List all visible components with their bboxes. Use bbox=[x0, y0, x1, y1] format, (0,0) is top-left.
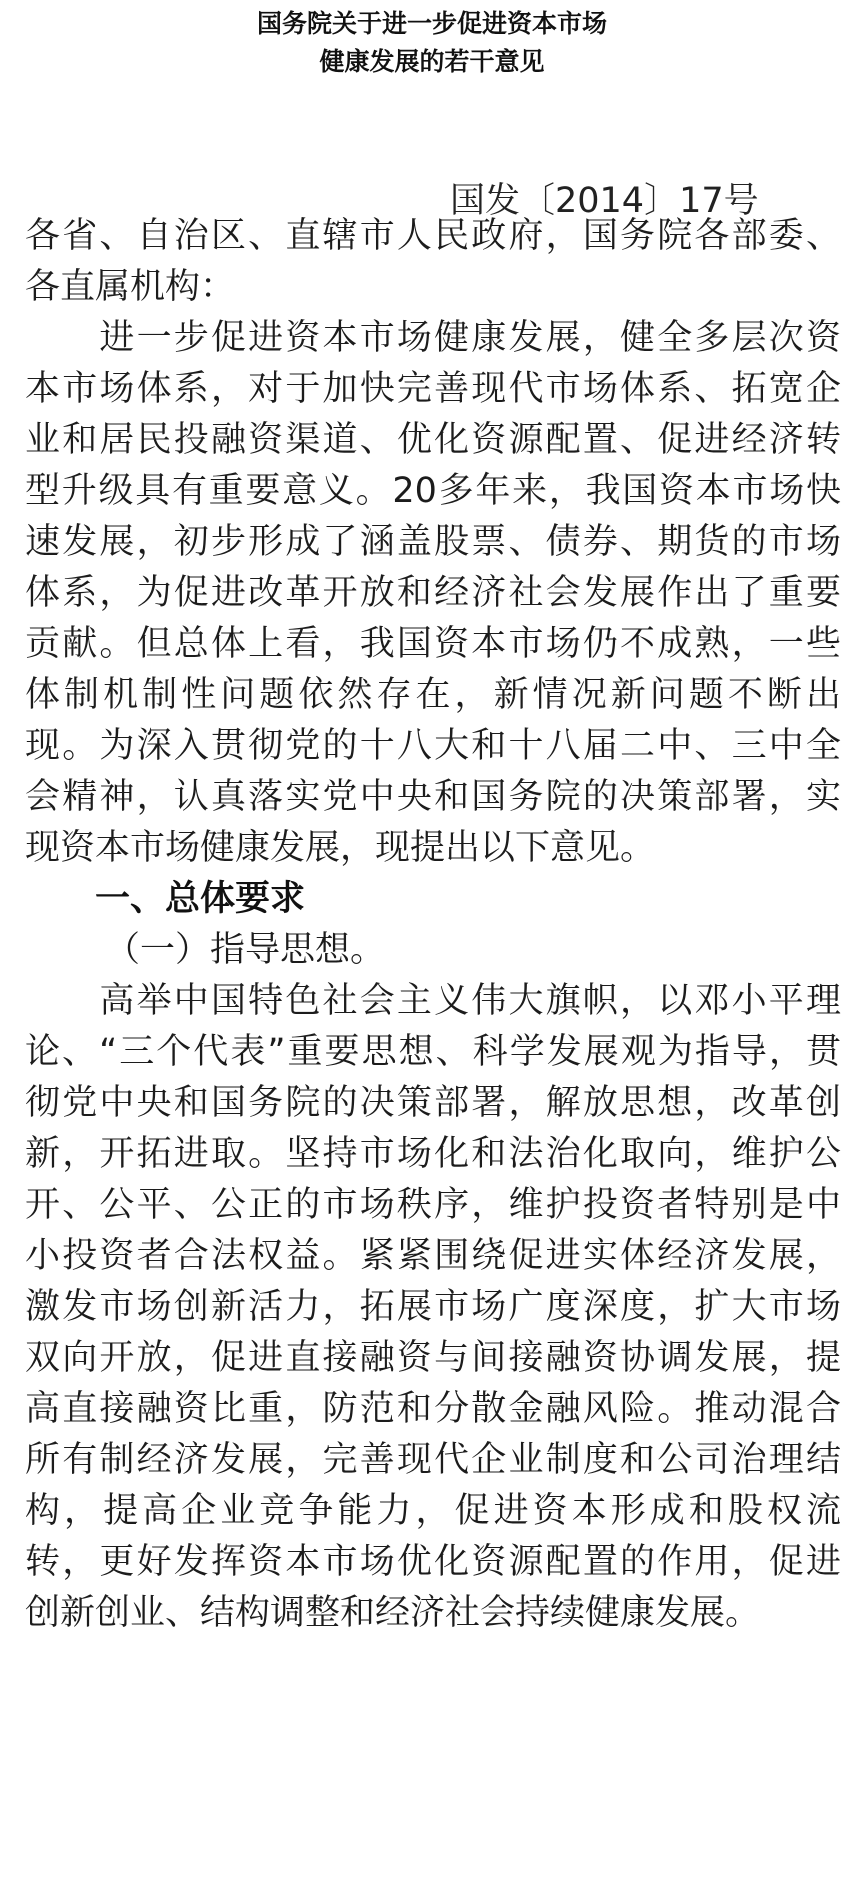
document-number: 国发〔2014〕17号 bbox=[450, 181, 759, 221]
paragraph-line: 本市场体系，对于加快完善现代市场体系、拓宽企 bbox=[25, 369, 841, 409]
subsection-heading: （一）指导思想。 bbox=[105, 930, 386, 970]
paragraph-line: 现。为深入贯彻党的十八大和十八届二中、三中全 bbox=[25, 726, 841, 766]
paragraph-line: 贡献。但总体上看，我国资本市场仍不成熟，一些 bbox=[25, 624, 841, 664]
paragraph-line: 小投资者合法权益。紧紧围绕促进实体经济发展， bbox=[25, 1236, 841, 1276]
paragraph-line: 所有制经济发展，完善现代企业制度和公司治理结 bbox=[25, 1440, 841, 1480]
addressee-line: 各直属机构： bbox=[25, 267, 236, 307]
paragraph-line: 高举中国特色社会主义伟大旗帜，以邓小平理 bbox=[25, 981, 841, 1021]
document-title-line-1: 国务院关于进一步促进资本市场 bbox=[256, 9, 607, 38]
paragraph-line: 体系，为促进改革开放和经济社会发展作出了重要 bbox=[25, 573, 841, 613]
paragraph-line: 论、“三个代表”重要思想、科学发展观为指导，贯 bbox=[25, 1032, 841, 1072]
paragraph-line: 开、公平、公正的市场秩序，维护投资者特别是中 bbox=[25, 1185, 841, 1225]
paragraph-line: 转，更好发挥资本市场优化资源配置的作用，促进 bbox=[25, 1542, 841, 1582]
section-heading: 一、总体要求 bbox=[95, 879, 306, 919]
document-title-line-2: 健康发展的若干意见 bbox=[319, 47, 545, 76]
paragraph-line: 业和居民投融资渠道、优化资源配置、促进经济转 bbox=[25, 420, 841, 460]
paragraph-line: 进一步促进资本市场健康发展，健全多层次资 bbox=[25, 318, 841, 358]
paragraph-line: 双向开放，促进直接融资与间接融资协调发展，提 bbox=[25, 1338, 841, 1378]
paragraph-line: 型升级具有重要意义。20多年来，我国资本市场快 bbox=[25, 471, 841, 511]
paragraph-line: 现资本市场健康发展，现提出以下意见。 bbox=[25, 828, 656, 868]
paragraph-line: 构，提高企业竞争能力，促进资本形成和股权流 bbox=[25, 1491, 841, 1531]
paragraph-line: 彻党中央和国务院的决策部署，解放思想，改革创 bbox=[25, 1083, 841, 1123]
paragraph-line: 创新创业、结构调整和经济社会持续健康发展。 bbox=[25, 1593, 761, 1633]
paragraph-line: 新，开拓进取。坚持市场化和法治化取向，维护公 bbox=[25, 1134, 841, 1174]
addressee-line: 各省、自治区、直辖市人民政府，国务院各部委、 bbox=[25, 216, 841, 256]
paragraph-line: 体制机制性问题依然存在，新情况新问题不断出 bbox=[25, 675, 841, 715]
paragraph-line: 高直接融资比重，防范和分散金融风险。推动混合 bbox=[25, 1389, 841, 1429]
paragraph-line: 会精神，认真落实党中央和国务院的决策部署，实 bbox=[25, 777, 841, 817]
paragraph-line: 激发市场创新活力，拓展市场广度深度，扩大市场 bbox=[25, 1287, 841, 1327]
paragraph-line: 速发展，初步形成了涵盖股票、债券、期货的市场 bbox=[25, 522, 841, 562]
